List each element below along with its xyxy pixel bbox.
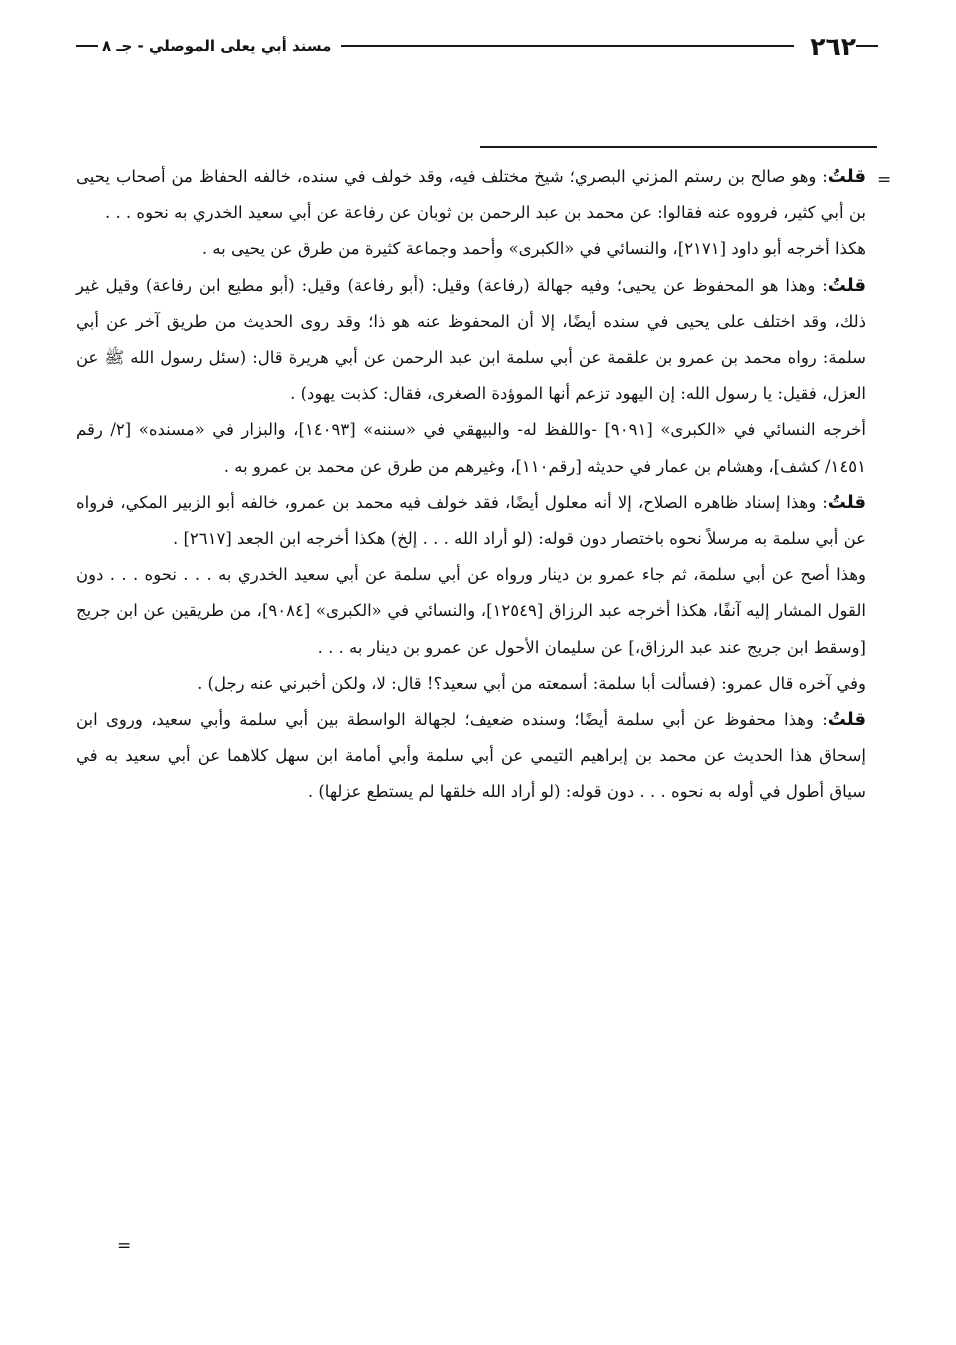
page-number: ٢٦٢ (810, 31, 856, 61)
paragraph-text: : وهذا إسناد ظاهره الصلاح، إلا أنه معلول أيضًا، فقد خولف فيه محمد بن عمرو، خالفه أبو الزبير المكي، فرواه عن أبي سلمة به مرسلاً نحوه باختصار دون قوله: (لو أراد الله . . . إلخ) هكذا أخرجه ابن الجعد [٢٦١٧] . (76, 492, 866, 549)
continuation-mark-bottom: = (117, 1236, 132, 1256)
paragraph (76, 557, 866, 666)
running-title: مسند أبي يعلى الموصلي - جـ ٨ (102, 37, 332, 55)
footnote-body (76, 159, 866, 811)
header-dash-left (76, 45, 98, 47)
qult-label: قلتُ (827, 709, 866, 731)
header-rule (341, 45, 794, 47)
paragraph-text: هكذا أخرجه أبو داود [٢١٧١]، والنسائي في «الكبرى» وأحمد وجماعة كثيرة من طرق عن يحيى به . (201, 239, 866, 259)
qult-label: قلتُ (827, 491, 866, 513)
paragraph (76, 412, 866, 484)
footnote-separator (480, 146, 877, 148)
page-header (76, 24, 878, 68)
paragraph-text: : وهذا محفوظ عن أبي سلمة أيضًا؛ وسنده ضعيف؛ لجهالة الواسطة بين أبي سلمة وأبي سعيد، وروى ابن إسحاق هذا الحديث عن محمد بن إبراهيم التيمي عن أبي سلمة وأبي أمامة ابن سهل كلاهما عن أبي سعيد به في سياق أطول في أوله به نحوه . . . دون قوله: (لو أراد الله خلقها لم يستطع عزلها) . (76, 710, 866, 802)
paragraph-text: وفي آخره قال عمرو: (فسألت أبا سلمة: أسمعته من أبي سعيد؟! قال: لا، ولكن أخبرني عنه رجل) . (197, 673, 866, 693)
paragraph (76, 666, 866, 702)
paragraph (76, 231, 866, 267)
header-dash-right (856, 45, 878, 47)
qult-label: قلتُ (827, 274, 866, 296)
paragraph-text: : وهو صالح بن رستم المزني البصري؛ شيخ مختلف فيه، وقد خولف في سنده، خالفه الحفاظ من أصحاب يحيى بن أبي كثير، فرووه عنه فقالوا: عن محمد بن عبد الرحمن بن ثوبان عن رفاعة عن أبي سعيد الخدري به نحوه . . . (76, 167, 866, 223)
paragraph-text: وهذا أصح عن أبي سلمة، ثم جاء عمرو بن دينار ورواه عن أبي سلمة عن أبي سعيد الخدري به . . . نحوه . . . دون القول المشار إليه آنفًا، هكذا أخرجه عبد الرزاق [١٢٥٤٩]، والنسائي في «الكبرى» [٩٠٨٤]، من طريقين عن ابن جريج [وسقط ابن جريج عند عبد الرزاق،] عن سليمان الأحول عن عمرو بن دينار به . . . (76, 565, 867, 657)
qult-label: قلتُ (827, 166, 866, 187)
paragraph-text: : وهذا هو المحفوظ عن يحيى؛ وفيه جهالة (رفاعة) وقيل: (أبو رفاعة) وقيل: (أبو مطيع ابن رفاعة) وقيل غير ذلك، وقد اختلف على يحيى في سنده أيضًا، إلا أن المحفوظ عنه هو ذا؛ وقد روى الحديث من طريق آخر عن أبي سلمة: رواه محمد بن عمرو بن علقمة عن أبي سلمة ابن عبد الرحمن عن أبي هريرة قال: (سئل رسول الله ﷺ عن العزل، فقيل: يا رسول الله: إن اليهود تزعم أنها الموؤدة الصغرى، فقال: كذبت يهود) . (76, 275, 866, 404)
paragraph (76, 702, 866, 811)
paragraph (76, 485, 866, 557)
paragraph-text: أخرجه النسائي في «الكبرى» [٩٠٩١] -واللفظ له- والبيهقي في «سننه» [١٤٠٩٣]، والبزار في «مسنده» [٢/ رقم ١٤٥١/ كشف]، وهشام بن عمار في حديثه [رقم١١٠]، وغيرهم من طرق عن محمد بن عمرو به . (76, 420, 867, 476)
continuation-mark-top: = (877, 170, 892, 190)
paragraph (76, 159, 866, 231)
paragraph (76, 268, 866, 413)
